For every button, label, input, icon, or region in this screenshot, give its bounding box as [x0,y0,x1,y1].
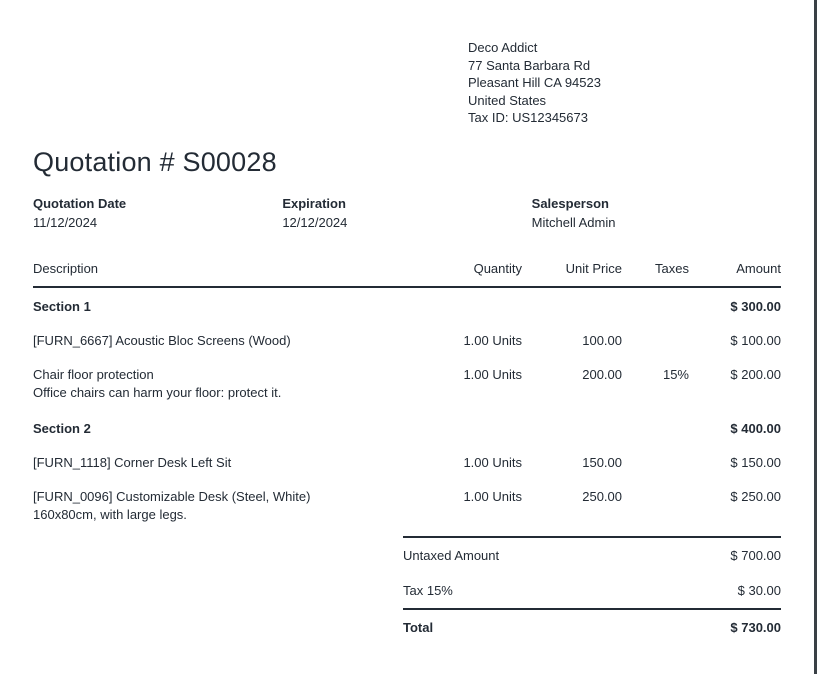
line-amount: $ 200.00 [730,367,781,382]
tax-row [403,573,781,608]
header-quantity: Quantity [473,261,522,276]
company-country: United States [468,92,547,108]
totals-block [403,536,781,645]
line-description: [FURN_0096] Customizable Desk (Steel, White) [33,489,311,504]
total-label: Total [403,620,434,635]
company-tax-id: Tax ID: US12345673 [468,110,588,125]
quotation-info-row [33,194,781,232]
salesperson-label: Salesperson [531,196,609,211]
untaxed-amount-row [403,538,781,573]
line-quantity: 1.00 Units [463,489,522,504]
tax-label: Tax 15% [403,583,453,598]
company-city: Pleasant Hill CA 94523 [468,75,601,90]
total-row [403,608,781,645]
header-taxes: Taxes [655,261,689,276]
section-amount: $ 400.00 [730,421,781,436]
line-amount: $ 100.00 [730,333,781,348]
line-quantity: 1.00 Units [463,455,522,470]
line-description: Chair floor protection [33,367,154,382]
line-note: 160x80cm, with large legs. [33,507,187,522]
line-description: [FURN_1118] Corner Desk Left Sit [33,455,232,470]
line-amount: $ 150.00 [730,455,781,470]
line-unit-price: 250.00 [582,489,622,504]
line-unit-price: 200.00 [582,367,622,382]
page-title: Quotation # S00028 [33,147,277,177]
table-row [33,366,781,410]
salesperson-value: Mitchell Admin [531,215,616,230]
section-title: Section 2 [33,421,91,436]
tax-value: $ 30.00 [737,583,781,598]
expiration-block [282,194,531,232]
line-quantity: 1.00 Units [463,367,522,382]
untaxed-amount-value: $ 700.00 [730,548,781,563]
line-unit-price: 100.00 [582,333,622,348]
table-row [33,488,781,532]
line-taxes: 15% [662,367,689,382]
header-unit-price: Unit Price [565,261,622,276]
company-street: 77 Santa Barbara Rd [468,57,591,73]
header-description: Description [33,261,99,276]
company-name: Deco Addict [468,40,538,55]
section-title: Section 1 [33,299,91,314]
header-amount: Amount [736,261,781,276]
table-row [33,332,781,356]
quotation-date-value: 11/12/2024 [33,215,98,230]
quote-lines-table [33,260,781,532]
quotation-date-label: Quotation Date [33,196,127,211]
expiration-value: 12/12/2024 [282,215,348,230]
line-unit-price: 150.00 [582,455,622,470]
quotation-date-block [33,194,282,232]
line-note: Office chairs can harm your floor: protect it. [33,385,282,400]
line-description: [FURN_6667] Acoustic Bloc Screens (Wood) [33,333,291,348]
section-row [33,298,781,322]
section-amount: $ 300.00 [730,299,781,314]
salesperson-block [532,194,781,232]
company-address-block [468,39,601,127]
untaxed-amount-label: Untaxed Amount [403,548,500,563]
total-value: $ 730.00 [730,620,781,635]
section-row [33,420,781,444]
table-header-row [33,260,781,288]
line-amount: $ 250.00 [730,489,781,504]
expiration-label: Expiration [282,196,346,211]
table-row [33,454,781,478]
line-quantity: 1.00 Units [463,333,522,348]
